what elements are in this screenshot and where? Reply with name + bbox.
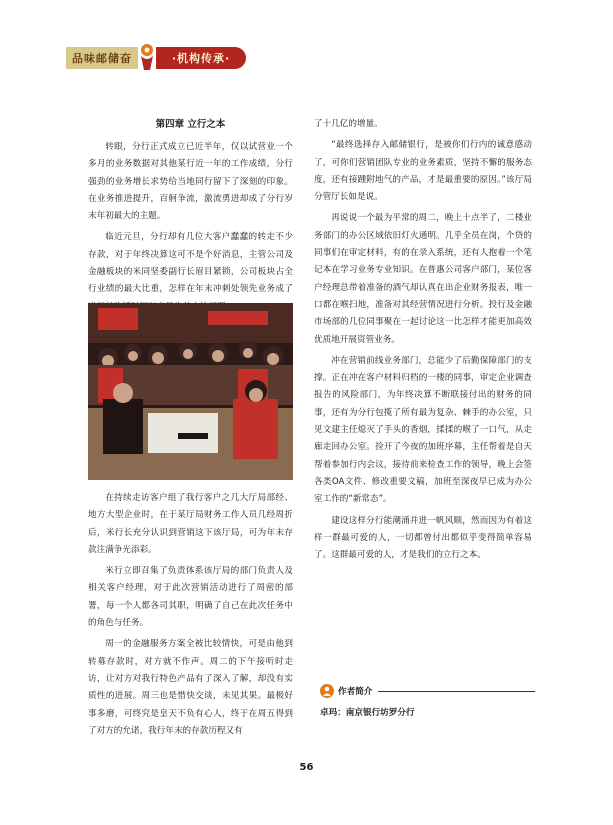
paragraph: 在持续走访客户组了我行客户之几大厅局部经、地方大型企业时，在于某厅局财务工作人员几经周折后，米行长充分认识到营销这下该厅局，可为年末存款注满争光添彩。 (88, 493, 293, 555)
author-rule (378, 691, 535, 692)
paragraph: 临近元旦，分行却有几位大客户蠢蠢的转走不少存款，对于年终决算这可不是个好消息，主管公司及金融板块的米同坚委副行长眉目紧锁，公司板块占全行业绩的最大比重，怎样在年末冲刺处领先业务成了 (88, 232, 293, 295)
right-column (314, 116, 532, 568)
paragraph: “最终选择存入邮储银行，是被你们行内的诚意感动了，可你们营销团队专业的业务素质，坚持不懈的服务态度，还有接踵附地气的产品，才是最重要的原因。”该厅局分管厅长如是说。 (314, 140, 532, 203)
article-title: 第四章 立行之本 (155, 119, 226, 130)
author-box (320, 684, 535, 718)
section-header (66, 46, 231, 70)
paragraph: 周一的金融服务方案全被比较情快，可是由他到转募存款时，对方就不作声。周二的下午接听时走访，让对方对我行特色产品有了深入了解，却没有实质性的进展。周三也是惜快交谈，未见其果。最极好事多磨，可终究是皇天不负有心人，终于在周五得到了对方的允诺，我行年末的存款历程又有 (88, 639, 293, 736)
header-right-label: ·机构传承· (156, 47, 246, 69)
paragraph: 了十几亿的增量。 (314, 119, 383, 129)
author-heading-row (320, 684, 535, 698)
paragraph: 米行立即召集了负责体系该厅局的部门负责人及相关客户经理，对于此次营销活动进行了周密的部署，每一个人都各司其职，明确了自己在此次任务中的角色与任务。 (88, 566, 293, 629)
left-column-lower (88, 490, 293, 744)
page-number: 56 (299, 762, 314, 773)
left-column (88, 116, 293, 320)
paragraph: 冲在营销前线业务部门，总能少了后勤保障部门的支撑。正在冲在客户材料归档的一楼的同事，审定企业调查报告的风险部门，为年终决算不断联接付出的财务的同事，还有为分行包揽了所有最为复杂、棘手的办公室，只见文建主任熄灭了手头的香烟，揉揉的喉了一口气，从走廊走回办公室。捡开了今夜的加班序幕，主任帮着是自天帮着参加行内会议，接待前来检查工作的领导，晚上会签各类OA文件、修改重要文稿，加班至深夜早已成为办公室工作的“新常态”。 (314, 355, 532, 505)
author-icon (320, 684, 334, 698)
paragraph: 转眼，分行正式成立已近半年，仅以试营业一个多月的业务数据对其他某行近一年的工作成绩，分行强劲的业务增长求势给当地同行留下了深刻的印象。在业务推进提升，百舸争流，激流勇进却成了分行岁末年初最大的主题。 (88, 142, 293, 222)
paragraph: 建设这样分行能潮涌并进一帆风顺，然而因为有着这样一群最可爱的人，一切都曾付出都似乎变得简单容易了。这群最可爱的人，才是我们的立行之本。 (314, 515, 532, 561)
paragraph: 再说说一个最为平常的周二，晚上十点半了，二楼业务部门的办公区域依旧灯火通明。几乎全员在岗，个贷的同事们在审定材料，有的在录入系统，还有人抱着一个笔记本在学习业务专业知识。在普惠公司客户部门，某位客户经理总带着准备的酒气却认真在出企业财务报表，唯一口都在喉扫地，准备对其经营情况进行分析。投行及金融市场部的几位同事聚在一起讨论这一比怎样才能更加高效优质地开展资管业务。 (314, 213, 532, 345)
emblem-icon (138, 42, 156, 72)
author-body: 卓玛：南京银行坊罗分行 (320, 708, 415, 718)
header-left-label: 品味邮储奋 (66, 47, 138, 69)
office-photo (88, 303, 293, 480)
author-heading: 作者简介 (338, 687, 373, 697)
photo-image (88, 303, 293, 480)
